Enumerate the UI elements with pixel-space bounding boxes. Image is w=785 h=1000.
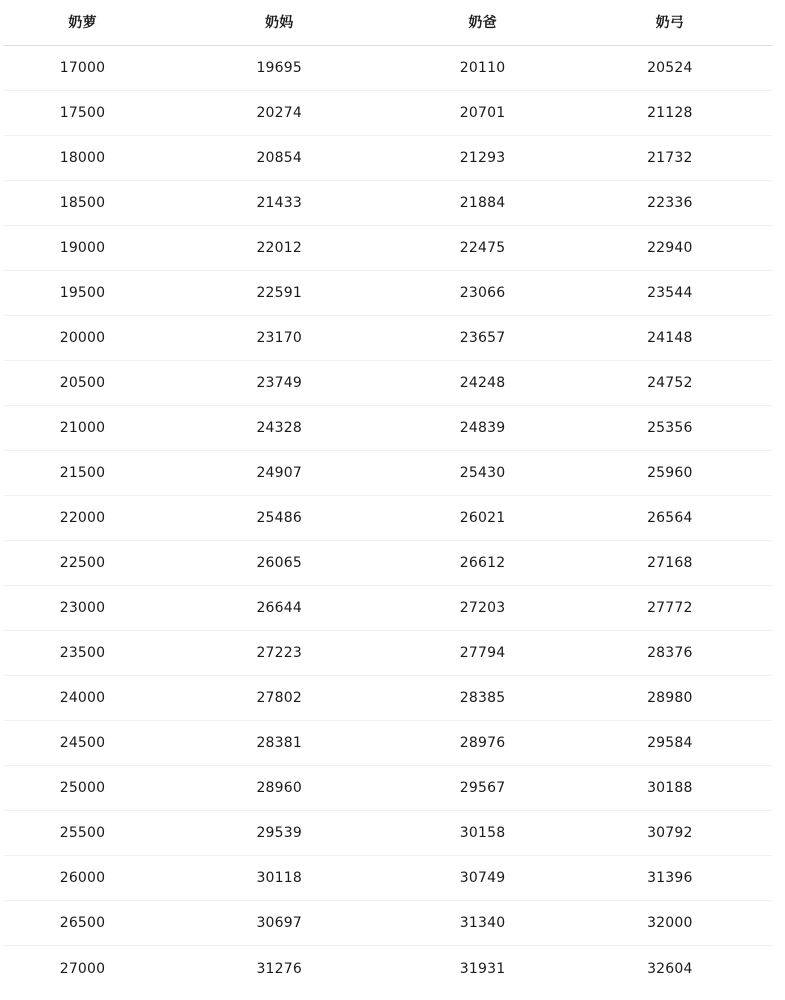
table-cell: 25500 — [59, 825, 106, 841]
table-cell: 18000 — [59, 150, 106, 166]
table-cell: 28976 — [459, 735, 506, 751]
table-row — [4, 46, 772, 91]
table-cell: 24500 — [59, 735, 106, 751]
table-cell: 22336 — [647, 195, 693, 211]
table-cell: 25000 — [59, 780, 106, 796]
table-row — [4, 226, 772, 271]
table-cell: 19000 — [59, 240, 106, 256]
table-header — [4, 0, 772, 46]
table-cell: 30697 — [256, 915, 302, 931]
table-cell: 30188 — [647, 780, 693, 796]
table-row — [4, 136, 772, 181]
table-cell: 30792 — [647, 825, 693, 841]
table-cell: 26500 — [59, 915, 106, 931]
table-cell: 26564 — [647, 510, 693, 526]
table-cell: 24328 — [256, 420, 302, 436]
table-cell: 29584 — [647, 735, 693, 751]
table-cell: 23544 — [647, 285, 693, 301]
table-row — [4, 541, 772, 586]
table-cell: 24907 — [256, 465, 302, 481]
table-row — [4, 181, 772, 226]
table-row — [4, 316, 772, 361]
table-cell: 27772 — [647, 600, 693, 616]
table-cell: 30118 — [256, 870, 302, 886]
table-cell: 21293 — [459, 150, 506, 166]
table-row — [4, 586, 772, 631]
table-row — [4, 361, 772, 406]
table-row — [4, 721, 772, 766]
table-cell: 21732 — [647, 150, 693, 166]
table-cell: 24148 — [647, 330, 693, 346]
table-cell: 24000 — [59, 690, 106, 706]
column-header: 奶弓 — [655, 15, 685, 31]
table-cell: 31340 — [459, 915, 506, 931]
table-cell: 24752 — [647, 375, 693, 391]
table-cell: 19695 — [256, 60, 302, 76]
table-cell: 23066 — [459, 285, 506, 301]
table-row — [4, 451, 772, 496]
table-cell: 19500 — [59, 285, 106, 301]
table-cell: 26000 — [59, 870, 106, 886]
table-cell: 27794 — [459, 645, 506, 661]
table-cell: 30749 — [459, 870, 506, 886]
table-row — [4, 766, 772, 811]
table-cell: 27223 — [256, 645, 302, 661]
table-cell: 26612 — [459, 555, 506, 571]
table-cell: 23170 — [256, 330, 302, 346]
table-cell: 28385 — [459, 690, 506, 706]
table-cell: 23657 — [459, 330, 506, 346]
table-cell: 27000 — [59, 960, 106, 977]
table-cell: 31276 — [256, 960, 302, 977]
table-cell: 22012 — [256, 240, 302, 256]
column-header: 奶萝 — [68, 15, 97, 31]
table-cell: 22475 — [459, 240, 506, 256]
table-cell: 31931 — [459, 960, 506, 977]
table-cell: 23500 — [59, 645, 106, 661]
table-cell: 17000 — [59, 60, 106, 76]
table-cell: 21884 — [459, 195, 506, 211]
table-cell: 24248 — [459, 375, 506, 391]
table-cell: 22591 — [256, 285, 302, 301]
table-cell: 28381 — [256, 735, 302, 751]
table-cell: 29539 — [256, 825, 302, 841]
table-cell: 26021 — [459, 510, 506, 526]
table-cell: 22000 — [59, 510, 106, 526]
table-cell: 28376 — [647, 645, 693, 661]
table-row — [4, 946, 772, 991]
table-cell: 32604 — [647, 960, 693, 977]
data-table — [4, 0, 772, 991]
table-cell: 20701 — [459, 105, 506, 121]
table-cell: 31396 — [647, 870, 693, 886]
table-cell: 32000 — [647, 915, 693, 931]
table-row — [4, 271, 772, 316]
table-row — [4, 91, 772, 136]
table-cell: 30158 — [459, 825, 506, 841]
table-row — [4, 856, 772, 901]
table-cell: 20854 — [256, 150, 302, 166]
table-cell: 17500 — [59, 105, 106, 121]
table-cell: 22940 — [647, 240, 693, 256]
table-cell: 21500 — [59, 465, 106, 481]
table-cell: 28960 — [256, 780, 302, 796]
table-cell: 25486 — [256, 510, 302, 526]
table-cell: 20500 — [59, 375, 106, 391]
table-cell: 27203 — [459, 600, 506, 616]
table-cell: 28980 — [647, 690, 693, 706]
table-body — [4, 46, 772, 991]
table-row — [4, 811, 772, 856]
table-cell: 26644 — [256, 600, 302, 616]
table-cell: 23749 — [256, 375, 302, 391]
table-cell: 27168 — [647, 555, 693, 571]
table-cell: 25356 — [647, 420, 693, 436]
column-header: 奶爸 — [468, 15, 497, 31]
table-cell: 25960 — [647, 465, 693, 481]
table-row — [4, 901, 772, 946]
table-cell: 21433 — [256, 195, 302, 211]
table-row — [4, 406, 772, 451]
table-cell: 27802 — [256, 690, 302, 706]
table-cell: 20000 — [59, 330, 106, 346]
table-cell: 29567 — [459, 780, 506, 796]
table-cell: 20110 — [459, 60, 506, 76]
table-cell: 21000 — [59, 420, 106, 436]
table-cell: 20524 — [647, 60, 693, 76]
table-row — [4, 676, 772, 721]
table-row — [4, 631, 772, 676]
column-header: 奶妈 — [265, 15, 294, 31]
table-row — [4, 496, 772, 541]
table-cell: 23000 — [59, 600, 106, 616]
table-cell: 18500 — [59, 195, 106, 211]
table-cell: 22500 — [59, 555, 106, 571]
table-cell: 20274 — [256, 105, 302, 121]
table-cell: 25430 — [459, 465, 506, 481]
table-cell: 21128 — [647, 105, 693, 121]
table-cell: 24839 — [459, 420, 506, 436]
table-cell: 26065 — [256, 555, 302, 571]
